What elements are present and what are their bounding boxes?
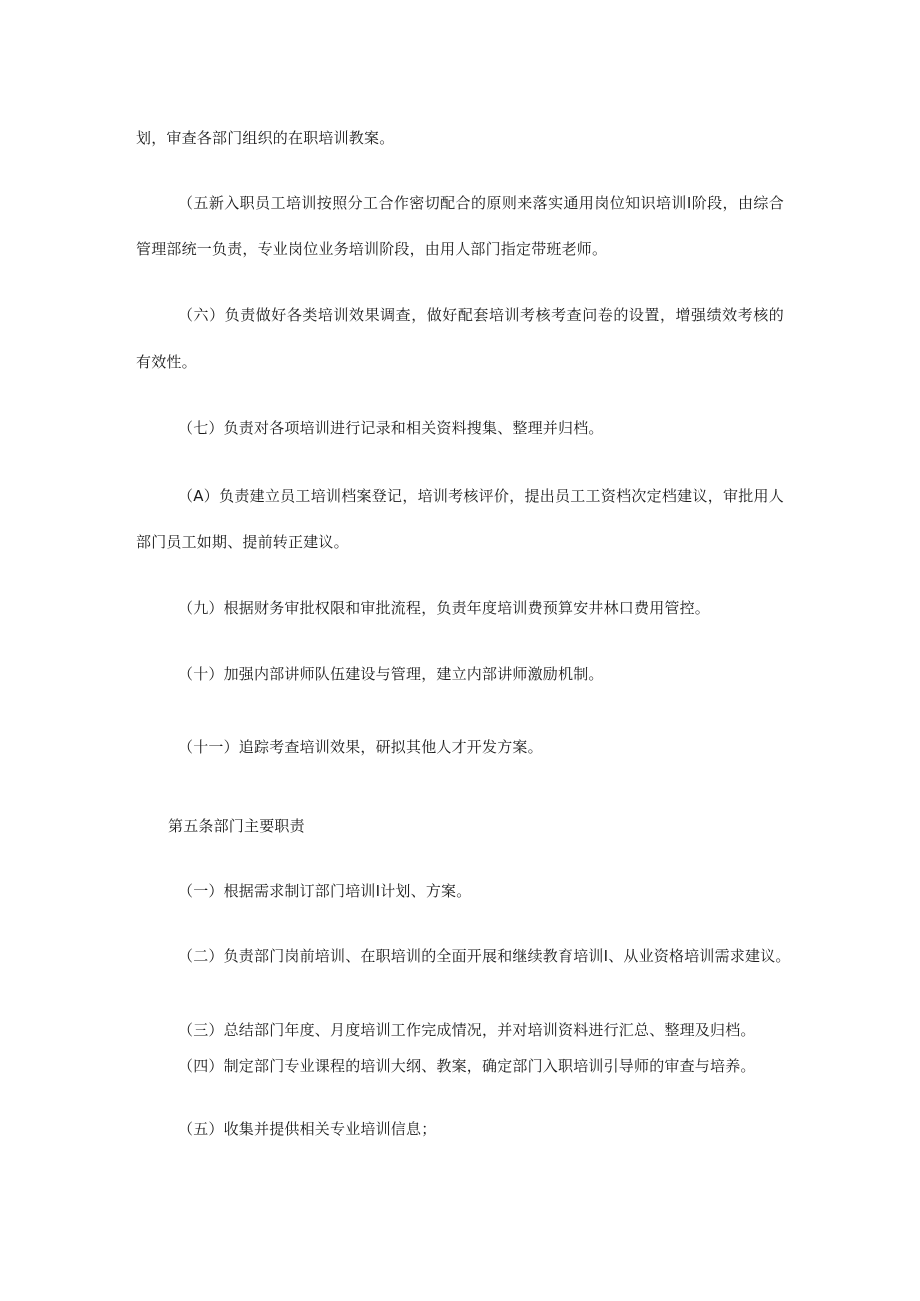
text-line: （十一）追踪考查培训效果，研拟其他人才开发方案。 [178, 738, 543, 756]
text-line: （七）负责对各项培训进行记录和相关资料搜集、整理并归档。 [178, 419, 604, 437]
text-line: （四）制定部门专业课程的培训大纲、教案，确定部门入职培训引导师的审查与培养。 [178, 1057, 756, 1075]
text-line: （十）加强内部讲师队伍建设与管理，建立内部讲师激励机制。 [178, 665, 604, 683]
section-heading: 第五条部门主要职责 [168, 817, 305, 835]
text-line: （五新入职员工培训按照分工合作密切配合的原则来落实通用岗位知识培训I阶段，由综合 [178, 194, 784, 212]
text-line: 有效性。 [136, 353, 197, 371]
text-line: （A）负责建立员工培训档案登记，培训考核评价，提出员工工资档次定档建议，审批用人 [178, 487, 784, 505]
text-line: 管理部统一负责，专业岗位业务培训阶段，由用人部门指定带班老师。 [136, 240, 608, 258]
text-line: 部门员工如期、提前转正建议。 [136, 533, 349, 551]
text-line: （六）负责做好各类培训效果调查，做好配套培训考核考查问卷的设置，增强绩效考核的 [178, 306, 784, 324]
text-line: 划，审查各部门组织的在职培训教案。 [136, 129, 395, 147]
text-line: （五）收集并提供相关专业培训信息； [178, 1120, 437, 1138]
text-line: （二）负责部门岗前培训、在职培训的全面开展和继续教育培训I、从业资格培训需求建议。 [178, 947, 791, 965]
text-line: （一）根据需求制订部门培训I计划、方案。 [178, 882, 472, 900]
text-line: （九）根据财务审批权限和审批流程，负责年度培训费预算安井林口费用管控。 [178, 599, 711, 617]
text-line: （三）总结部门年度、月度培训工作完成情况，并对培训资料进行汇总、整理及归档。 [178, 1021, 756, 1039]
